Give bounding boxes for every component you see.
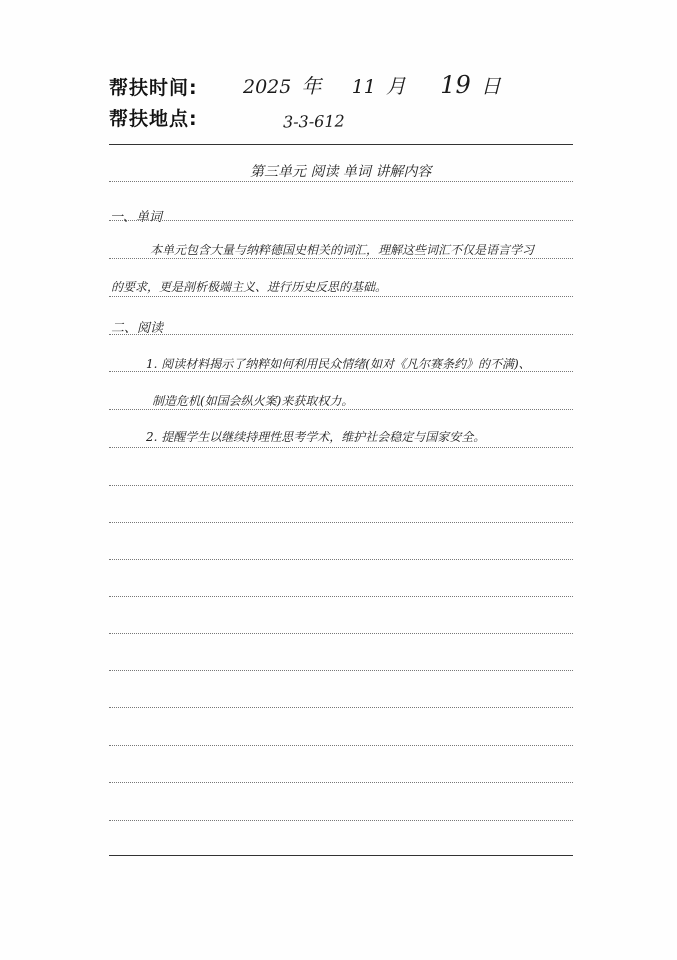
dotted-line [109, 633, 573, 634]
dotted-line [109, 258, 573, 259]
dotted-line [109, 596, 573, 597]
dotted-line [109, 707, 573, 708]
dotted-line [109, 334, 573, 335]
vocabulary-text-line-2: 的要求，更是剖析极端主义、进行历史反思的基础。 [111, 280, 388, 294]
dotted-line [109, 559, 573, 560]
dotted-line [109, 447, 573, 448]
date-day-unit: 日 [480, 74, 501, 98]
dotted-line [109, 820, 573, 821]
section-title: 第三单元 阅读 单词 讲解内容 [250, 164, 432, 180]
dotted-line [109, 296, 573, 297]
reading-point-2: 2. 提醒学生以继续持理性思考学术，维护社会稳定与国家安全。 [146, 430, 486, 444]
dotted-line [109, 409, 573, 410]
dotted-line [109, 371, 573, 372]
dotted-line [109, 220, 573, 221]
heading-vocabulary: 一、单词 [110, 210, 163, 225]
handwritten-date [243, 70, 511, 99]
date-year: 2025 [243, 76, 292, 98]
heading-reading: 二、阅读 [111, 321, 164, 336]
date-year-unit: 年 [301, 74, 322, 98]
dotted-line [109, 745, 573, 746]
date-month-unit: 月 [385, 74, 406, 98]
reading-point-1-line-1: 1. 阅读材料揭示了纳粹如何利用民众情绪(如对《凡尔赛条约》的不满)、 [146, 357, 531, 371]
dotted-line [109, 181, 573, 182]
dotted-line [109, 782, 573, 783]
reading-point-1-line-2: 制造危机(如国会纵火案)来获取权力。 [152, 394, 354, 408]
date-day: 19 [440, 71, 471, 99]
dotted-line [109, 522, 573, 523]
place-label: 帮扶地点: [109, 108, 198, 130]
date-month: 11 [351, 76, 376, 98]
header-divider [109, 144, 573, 145]
dotted-line [109, 485, 573, 486]
time-label: 帮扶时间: [109, 77, 198, 99]
vocabulary-text-line-1: 本单元包含大量与纳粹德国史相关的词汇，理解这些词汇不仅是语言学习 [150, 243, 535, 257]
dotted-line [109, 670, 573, 671]
footer-divider [109, 855, 573, 856]
handwritten-place: 3-3-612 [282, 111, 345, 132]
